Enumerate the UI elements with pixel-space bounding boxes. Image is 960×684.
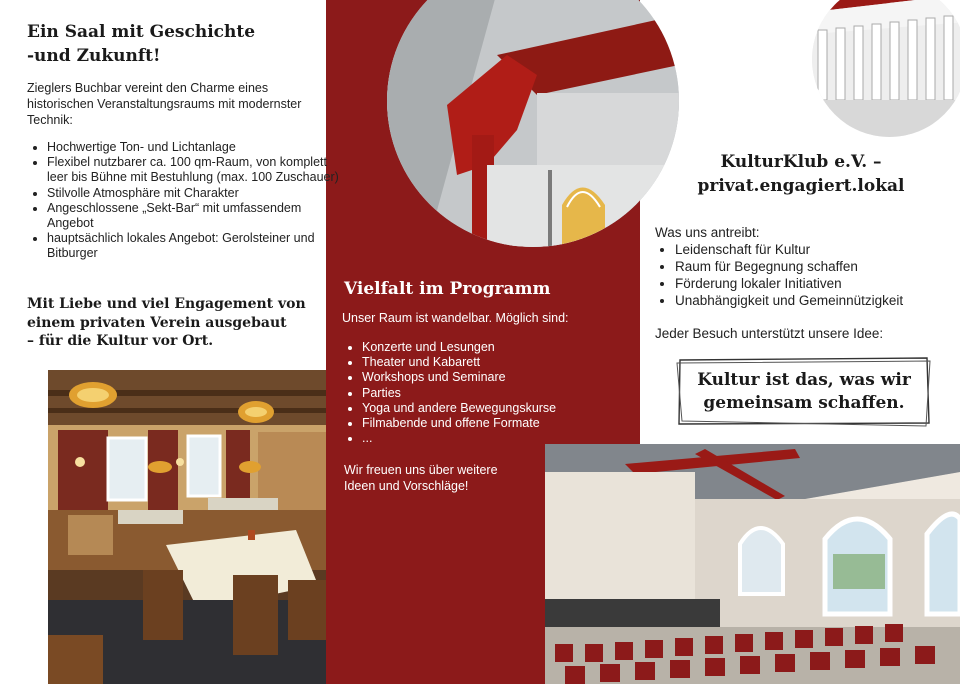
motivation-item: • Leidenschaft für Kultur (675, 241, 960, 258)
engagement-statement (27, 295, 322, 351)
feature-item: • Flexibel nutzbarer ca. 100 qm-Raum, von komplett leer bis Bühne mit Bestuhlung (max. 100 Zuschauer) (47, 155, 342, 185)
motivation-list (655, 241, 960, 309)
program-item: • Workshops und Seminare (362, 370, 652, 385)
motivation-intro: Was uns antreibt: (655, 225, 760, 240)
quote-line1: Kultur ist das, was wir (697, 370, 911, 390)
program-item: • ... (362, 431, 652, 446)
club-heading-line1: KulturKlub e.V. – (720, 152, 882, 172)
club-heading-line2: privat.engagiert.lokal (697, 176, 905, 196)
engagement-line3: – für die Kultur vor Ort. (27, 333, 214, 349)
engagement-line2: einem privaten Verein ausgebaut (27, 314, 287, 331)
quote-box (676, 355, 932, 427)
ideas-line1: Wir freuen uns über weitere (344, 463, 498, 477)
feature-item: • Stilvolle Atmosphäre mit Charakter (47, 186, 342, 201)
club-heading (660, 150, 942, 198)
feature-list (27, 140, 342, 262)
program-item: • Konzerte und Lesungen (362, 340, 652, 355)
restaurant-photo (48, 370, 326, 684)
motivation-item: • Raum für Begegnung schaffen (675, 258, 960, 275)
program-item: • Theater und Kabarett (362, 355, 652, 370)
program-list (342, 340, 652, 446)
program-intro: Unser Raum ist wandelbar. Möglich sind: (342, 311, 569, 325)
quote-text (676, 369, 932, 415)
feature-item: • Angeschlossene „Sekt-Bar“ mit umfassendem Angebot (47, 201, 342, 231)
motivation-item: • Unabhängigkeit und Gemeinnützigkeit (675, 292, 960, 309)
quote-line2: gemeinsam schaffen. (703, 393, 905, 413)
hall-heading-line1: Ein Saal mit Geschichte (27, 22, 256, 42)
hall-heading (27, 20, 317, 68)
support-text: Jeder Besuch unterstützt unsere Idee: (655, 326, 884, 341)
motivation-item: • Förderung lokaler Initiativen (675, 275, 960, 292)
ideas-line2: Ideen und Vorschläge! (344, 479, 469, 493)
engagement-line1: Mit Liebe und viel Engagement von (27, 296, 306, 312)
hall-intro: Zieglers Buchbar vereint den Charme eines historischen Veranstaltungsraums mit modernster Technik: (27, 81, 302, 127)
feature-item: • hauptsächlich lokales Angebot: Gerolsteiner und Bitburger (47, 231, 342, 261)
program-item: • Yoga und andere Bewegungskurse (362, 401, 652, 416)
feature-item: • Hochwertige Ton- und Lichtanlage (47, 140, 342, 155)
event-hall-photo (545, 444, 960, 684)
program-item: • Parties (362, 386, 652, 401)
program-item: • Filmabende und offene Formate (362, 416, 652, 431)
program-heading: Vielfalt im Programm (344, 279, 551, 299)
hall-heading-line2: -und Zukunft! (27, 46, 161, 66)
